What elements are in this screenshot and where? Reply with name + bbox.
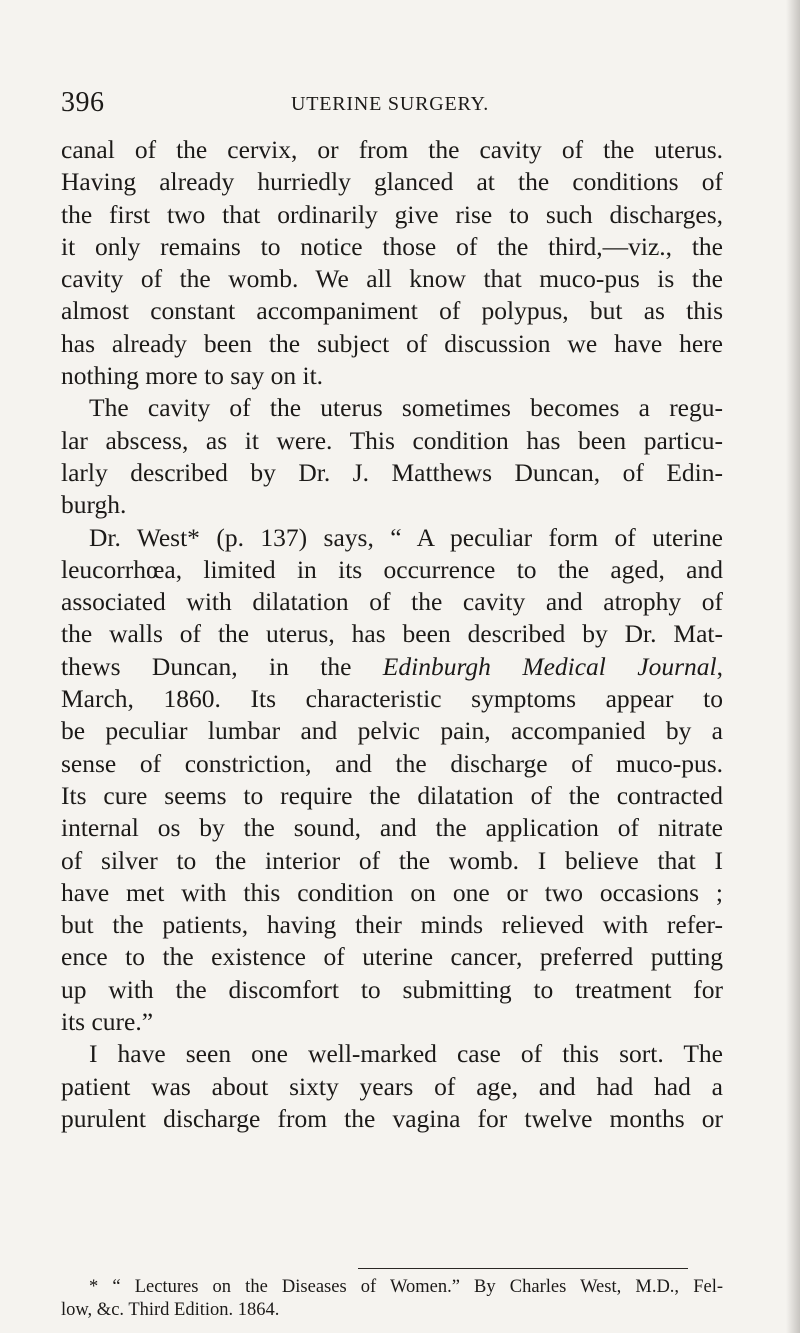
text-line: have met with this condition on one or two occasions ;: [61, 877, 723, 907]
footnote-rule: [358, 1268, 688, 1269]
text-line: Having already hurriedly glanced at the conditions of: [61, 167, 723, 197]
text-line: the first two that ordinarily give rise to such discharges,: [61, 199, 723, 229]
text-line: its cure.”: [61, 1007, 154, 1037]
page-edge-shadow: [786, 0, 800, 1333]
body-text: [61, 134, 723, 1135]
text-line: I have seen one well-marked case of this sort. The: [89, 1039, 723, 1069]
text-line: thews Duncan, in the Edinburgh Medical Journal,: [61, 651, 724, 681]
text-line: be peculiar lumbar and pelvic pain, accompanied by a: [61, 716, 723, 746]
text-line: leucorrhœa, limited in its occurrence to the aged, and: [61, 554, 723, 584]
footnote: [61, 1276, 723, 1322]
text-line: purulent discharge from the vagina for twelve months or: [61, 1103, 723, 1133]
text-line: burgh.: [61, 490, 127, 520]
footnote-line: * “ Lectures on the Diseases of Women.” By Charles West, M.D., Fel-: [89, 1277, 723, 1297]
text-line: sense of constriction, and the discharge of muco-pus.: [61, 748, 723, 778]
text-line: Its cure seems to require the dilatation of the contracted: [61, 780, 723, 810]
text-line: associated with dilatation of the cavity and atrophy of: [61, 587, 723, 617]
text-line: it only remains to notice those of the third,—viz., the: [61, 231, 723, 261]
text-line: of silver to the interior of the womb. I believe that I: [61, 845, 723, 875]
page-number: 396: [61, 87, 105, 118]
text-line: almost constant accompaniment of polypus, but as this: [61, 296, 723, 326]
text-line: cavity of the womb. We all know that muco-pus is the: [61, 264, 723, 294]
footnote-line: low, &c. Third Edition. 1864.: [61, 1300, 280, 1320]
text-line: larly described by Dr. J. Matthews Duncan, of Edin-: [61, 457, 723, 487]
text-line: up with the discomfort to submitting to treatment for: [61, 974, 723, 1004]
running-head: UTERINE SURGERY.: [291, 93, 490, 115]
text-line: nothing more to say on it.: [61, 361, 324, 391]
text-line: internal os by the sound, and the application of nitrate: [61, 813, 723, 843]
text-line: the walls of the uterus, has been described by Dr. Mat-: [61, 619, 723, 649]
text-line: has already been the subject of discussion we have here: [61, 328, 723, 358]
text-line: patient was about sixty years of age, and had had a: [61, 1071, 723, 1101]
text-line: but the patients, having their minds relieved with refer-: [61, 910, 723, 940]
text-line: ence to the existence of uterine cancer, preferred putting: [61, 942, 723, 972]
text-line: canal of the cervix, or from the cavity of the uterus.: [61, 135, 723, 164]
text-line: The cavity of the uterus sometimes becomes a regu-: [89, 393, 723, 423]
text-line: lar abscess, as it were. This condition has been particu-: [61, 425, 723, 455]
page-header: [61, 86, 721, 120]
journal-title: Edinburgh Medical Journal: [382, 651, 717, 681]
text-line: March, 1860. Its characteristic symptoms appear to: [61, 684, 723, 714]
text-line: Dr. West* (p. 137) says, “ A peculiar form of uterine: [89, 522, 723, 552]
